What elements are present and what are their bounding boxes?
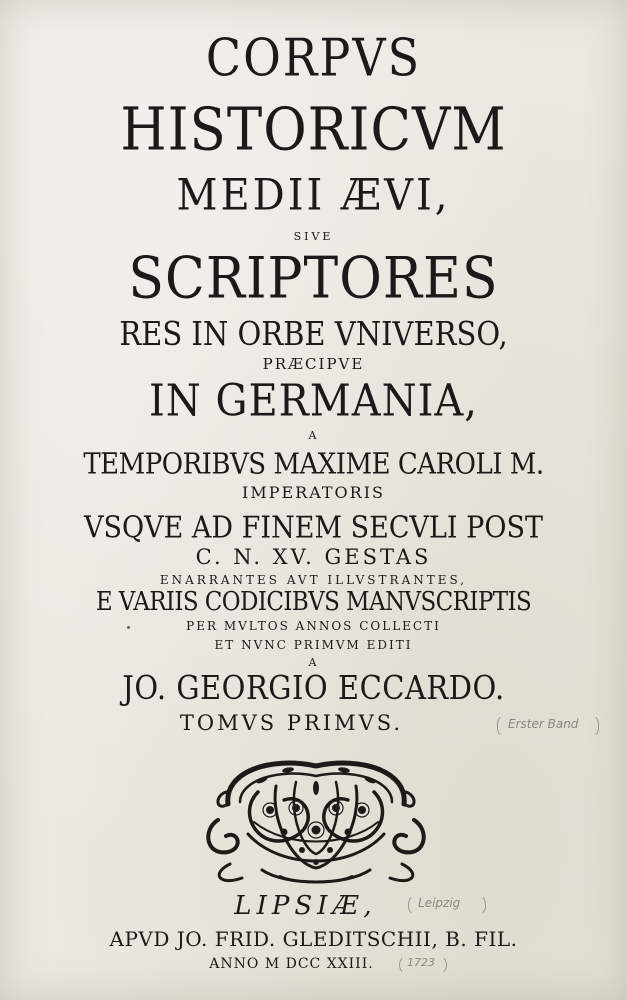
- title-line-a: A: [308, 429, 319, 442]
- title-line-imperatoris: IMPERATORIS: [242, 483, 385, 502]
- imprint-publisher: APVD JO. FRID. GLEDITSCHII, B. FIL.: [109, 927, 518, 951]
- title-line-temporibus: TEMPORIBVS MAXIME CAROLI M.: [83, 447, 544, 482]
- city-note: Leipzig: [418, 896, 461, 910]
- imprint-city: LIPSIÆ,: [234, 891, 377, 921]
- title-line-sive: SIVE: [293, 230, 334, 243]
- title-line-res-in-orbe: RES IN ORBE VNIVERSO,: [119, 314, 508, 353]
- title-line-scriptores: SCRIPTORES: [128, 245, 499, 312]
- title-line-usque: VSQVE AD FINEM SECVLI POST: [84, 510, 543, 546]
- title-line-a-2: A: [308, 656, 319, 669]
- title-line-et-nunc: ET NVNC PRIMVM EDITI: [214, 638, 413, 652]
- imprint-year: ANNO M DCC XXIII.: [209, 956, 374, 972]
- title-line-per-multos: PER MVLTOS ANNOS COLLECTI: [186, 619, 441, 633]
- title-line-in-germania: IN GERMANIA,: [148, 375, 479, 427]
- volume-note: Erster Band: [508, 717, 579, 731]
- monogram-ornament-icon: [200, 752, 432, 886]
- volume-line: TOMVS PRIMVS.: [179, 711, 404, 735]
- title-line-e-variis: E VARIIS CODICIBVS MANVSCRIPTIS: [95, 587, 532, 617]
- title-line-praecipue: PRÆCIPVE: [262, 355, 365, 373]
- title-line-historicum: HISTORICVM: [120, 95, 507, 164]
- title-line-medii-aevi: MEDII ÆVI,: [176, 170, 451, 221]
- title-line-cn-xv: C. N. XV. GESTAS: [195, 545, 432, 569]
- author-line: JO. GEORGIO ECCARDO.: [122, 668, 505, 707]
- title-line-corpus: CORPVS: [205, 27, 422, 88]
- year-note: 1723: [407, 956, 435, 969]
- stray-dot: [127, 626, 130, 629]
- title-line-enarrantes: ENARRANTES AVT ILLVSTRANTES,: [159, 573, 468, 587]
